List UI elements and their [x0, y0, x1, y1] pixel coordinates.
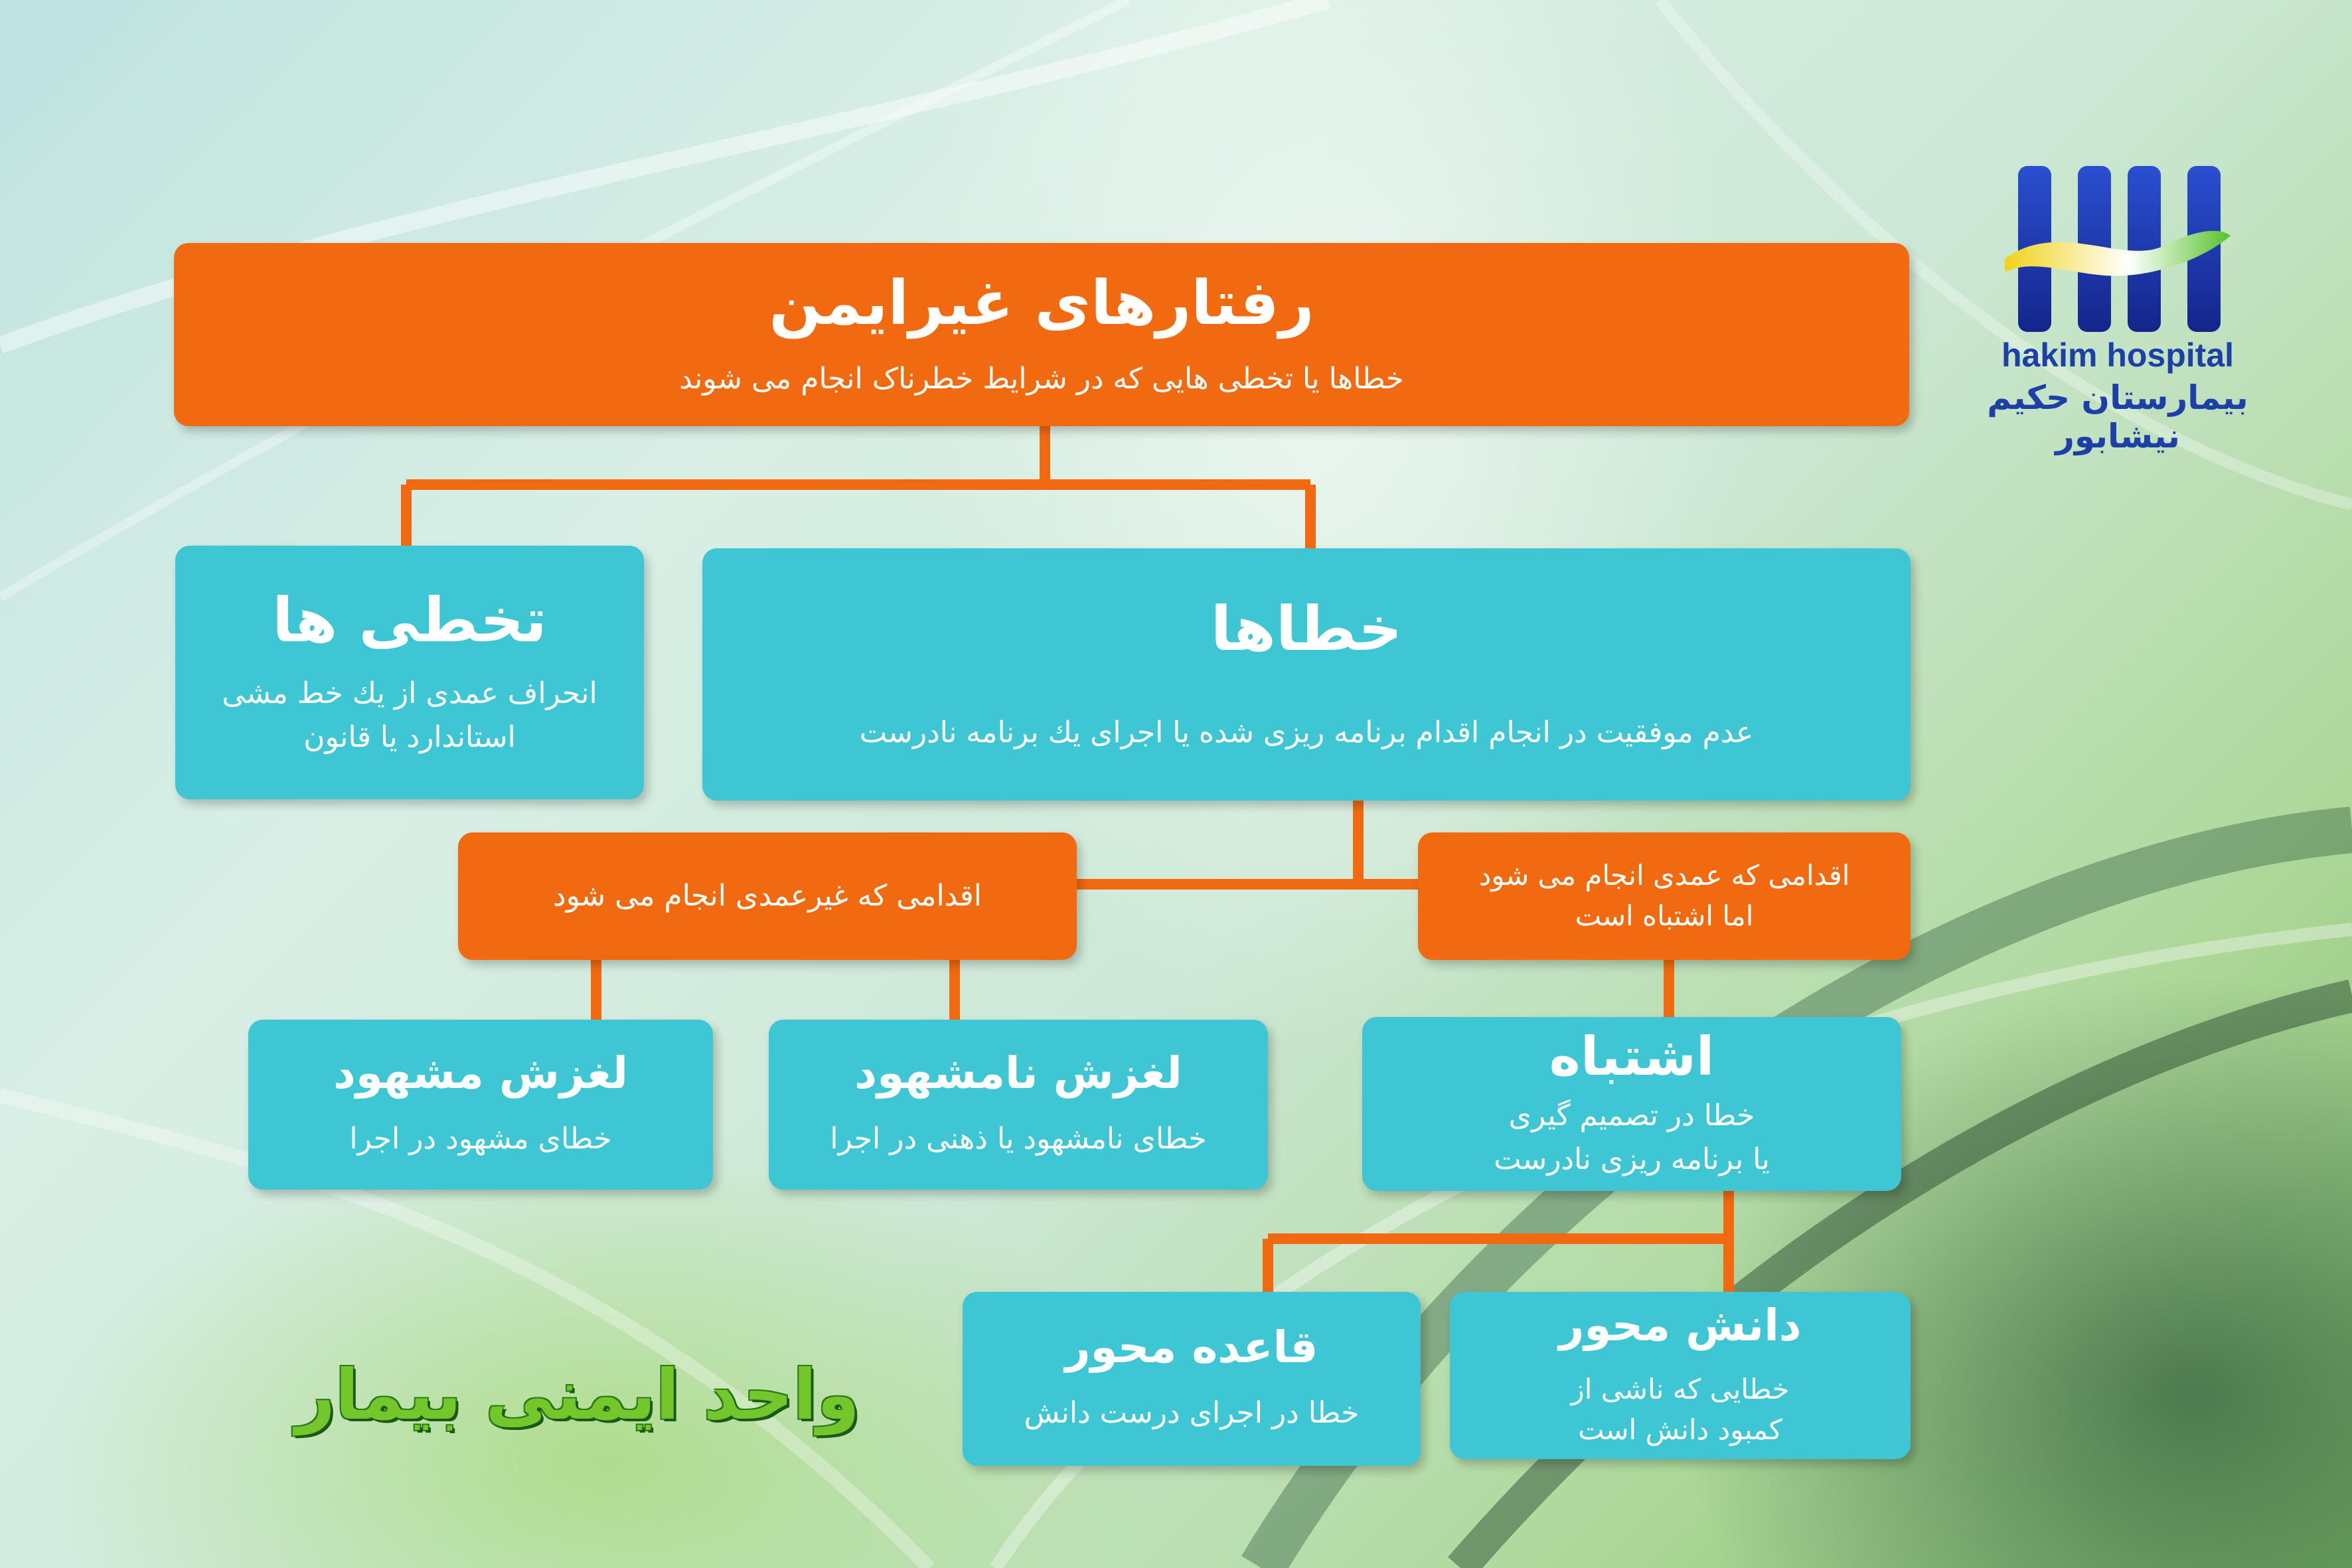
lapse-title: لغزش نامشهود: [854, 1048, 1182, 1099]
intentional-action-box: [1418, 832, 1911, 960]
unintentional-action-box: [458, 832, 1077, 960]
rule-based-box: [963, 1292, 1421, 1466]
slip-title: لغزش مشهود: [333, 1048, 628, 1099]
rule-based-title: قاعده محور: [1065, 1322, 1318, 1373]
unsafe-behaviors-description: خطاها یا تخطی هایی که در شرایط خطرناک انجام می شوند: [679, 361, 1404, 396]
patient-safety-unit-label: واحد ایمنی بیمار: [295, 1354, 860, 1435]
errors-box: [702, 548, 1911, 801]
hospital-name-fa: بیمارستان حکیم نیشابور: [1987, 378, 2248, 455]
violations-box: [175, 546, 644, 799]
unsafe-behaviors-box: [174, 243, 1909, 426]
violations-title: تخطی ها: [272, 585, 547, 657]
knowledge-based-title: دانش محور: [1559, 1300, 1802, 1352]
knowledge-based-box: [1450, 1292, 1911, 1459]
slip-description: خطای مشهود در اجرا: [349, 1121, 612, 1156]
mistake-title: اشتباه: [1549, 1026, 1715, 1087]
hospital-logo: [1965, 159, 2270, 455]
errors-description: عدم موفقیت در انجام اقدام برنامه ریزی شده یا اجرای یك برنامه نادرست: [859, 715, 1754, 749]
rule-based-description: خطا در اجرای درست دانش: [1024, 1395, 1360, 1430]
unsafe-behaviors-title: رفتارهای غیرایمن: [769, 268, 1314, 339]
lapse-box: [769, 1020, 1268, 1190]
errors-title: خطاها: [1210, 593, 1403, 665]
unintentional-action-description: اقدامی که غیرعمدی انجام می شود: [552, 879, 982, 913]
slip-box: [248, 1020, 713, 1190]
intentional-action-description: اقدامی که عمدی انجام می شود اما اشتباه است: [1478, 859, 1850, 932]
lapse-description: خطای نامشهود یا ذهنی در اجرا: [830, 1121, 1207, 1156]
mistake-box: [1362, 1017, 1901, 1191]
violations-description: انحراف عمدی از یك خط مشی استاندارد یا قانون: [222, 676, 597, 754]
hh-logo-icon: [2005, 159, 2231, 339]
hospital-name-en: hakim hospital: [2001, 337, 2234, 374]
mistake-description: خطا در تصمیم گیری یا برنامه ریزی نادرست: [1494, 1099, 1770, 1176]
knowledge-based-description: خطایی که ناشی از کمبود دانش است: [1571, 1373, 1790, 1446]
